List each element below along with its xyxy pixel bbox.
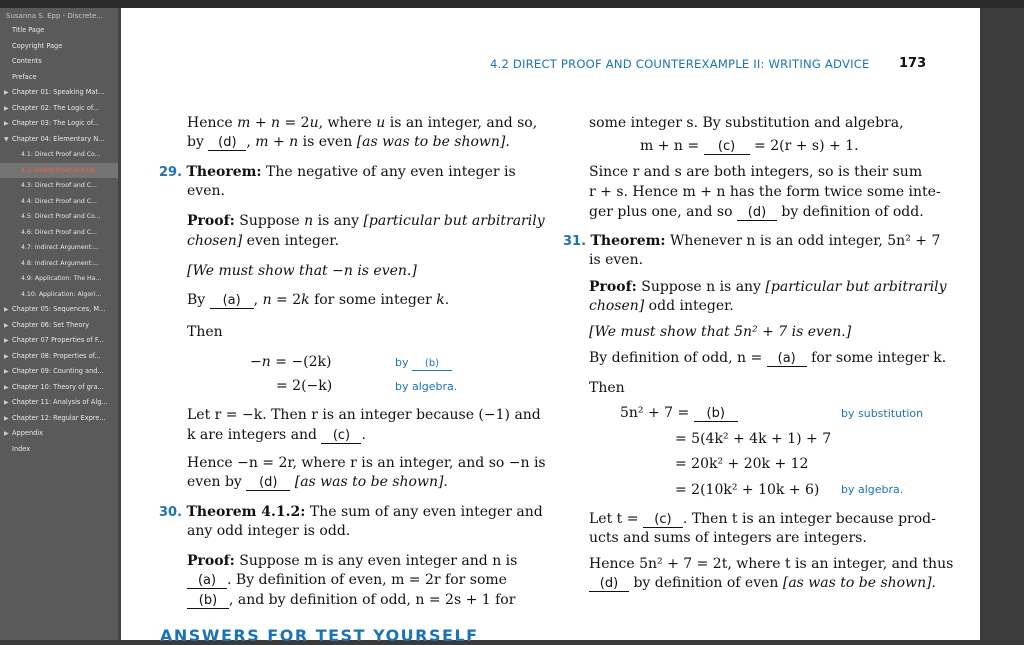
- toc-item-label: Index: [12, 444, 31, 453]
- disclosure-collapsed-icon[interactable]: ▶: [4, 368, 9, 375]
- disclosure-collapsed-icon[interactable]: ▶: [4, 120, 9, 127]
- toc-item[interactable]: [0, 318, 121, 334]
- toc-item[interactable]: [0, 271, 121, 287]
- disclosure-expanded-icon[interactable]: ▼: [4, 135, 9, 143]
- exercise-30-statement: 30. Theorem 4.1.2: The sum of any even integer and: [159, 504, 543, 520]
- toc-item[interactable]: [0, 256, 121, 272]
- toc-item[interactable]: [0, 163, 121, 179]
- disclosure-collapsed-icon[interactable]: ▶: [4, 383, 9, 391]
- blank-b: (b): [412, 358, 452, 371]
- text-line: is even.: [589, 252, 644, 268]
- equation-line: = 5(4k² + 4k + 1) + 7: [675, 431, 832, 447]
- toc-item[interactable]: [0, 287, 121, 303]
- text-line: any odd integer is odd.: [187, 523, 351, 539]
- text-line: by (d) , m + n is even [as was to be shown].: [187, 134, 510, 150]
- blank-a: (a): [767, 352, 807, 367]
- toc-item[interactable]: [0, 101, 121, 117]
- toc-item[interactable]: [0, 442, 121, 458]
- text-line: even.: [187, 183, 225, 199]
- equation-justification: by algebra.: [841, 483, 904, 496]
- disclosure-collapsed-icon[interactable]: ▶: [4, 399, 9, 406]
- toc-item-label: Chapter 07 Properties of F...: [12, 336, 104, 344]
- blank-a: (a): [210, 294, 254, 309]
- text-line: Hence m + n = 2u, where u is an integer, and so,: [187, 115, 538, 131]
- section-heading-answers: ANSWERS FOR TEST YOURSELF: [160, 626, 479, 645]
- equation-line: = 2(−k): [276, 378, 333, 394]
- toc-item[interactable]: [0, 333, 121, 349]
- text-line: (a) . By definition of even, m = 2r for some: [187, 571, 507, 589]
- toc-item[interactable]: [0, 85, 121, 101]
- toc-item[interactable]: [0, 349, 121, 365]
- toc-item[interactable]: [0, 70, 121, 86]
- disclosure-collapsed-icon[interactable]: ▶: [4, 104, 9, 112]
- disclosure-collapsed-icon[interactable]: ▶: [4, 430, 9, 437]
- disclosure-collapsed-icon[interactable]: ▶: [4, 337, 9, 344]
- text-line: Proof: Suppose n is any [particular but arbitrarily: [187, 213, 545, 229]
- text-line: Then: [589, 380, 625, 396]
- running-head: 4.2 DIRECT PROOF AND COUNTEREXAMPLE II: WRITING ADVICE: [490, 57, 870, 71]
- equation-line: = 2(10k² + 10k + 6): [675, 482, 820, 498]
- toc-item-label: 4.9: Application: The Ha...: [21, 275, 102, 282]
- toc-item-label: Chapter 08: Properties of...: [12, 351, 101, 360]
- equation-line: = 20k² + 20k + 12: [675, 456, 809, 472]
- text-line: k are integers and (c) .: [187, 427, 366, 443]
- toc-item-label: 4.5: Direct Proof and Co...: [21, 213, 101, 220]
- text-line: Let t = (c) . Then t is an integer because prod-: [589, 511, 936, 527]
- toc-item[interactable]: [0, 209, 121, 225]
- toc-item[interactable]: [0, 132, 121, 148]
- text-line: chosen] even integer.: [187, 233, 339, 249]
- toc-item[interactable]: [0, 240, 121, 256]
- disclosure-collapsed-icon[interactable]: ▶: [4, 352, 9, 360]
- text-line: even by (d) [as was to be shown].: [187, 474, 448, 490]
- text-line: Then: [187, 324, 223, 340]
- table-of-contents-sidebar: [0, 8, 121, 640]
- blank-b: (b): [694, 407, 738, 422]
- toc-item[interactable]: [0, 23, 121, 39]
- blank-c: (c): [321, 429, 361, 444]
- equation-line: −n = −(2k): [250, 354, 332, 370]
- page-number: 173: [899, 56, 927, 71]
- toc-item[interactable]: [0, 302, 121, 318]
- text-line: (b) , and by definition of odd, n = 2s + 1 for: [187, 591, 515, 609]
- toc-item[interactable]: [0, 411, 121, 427]
- equation-justification: by algebra.: [395, 380, 458, 393]
- toc-item[interactable]: [0, 225, 121, 241]
- text-line: r + s. Hence m + n has the form twice some inte-: [589, 184, 941, 200]
- blank-b: (b): [187, 594, 229, 609]
- text-line: chosen] odd integer.: [589, 298, 734, 314]
- text-line: By (a) , n = 2k for some integer k.: [187, 292, 450, 308]
- toc-item[interactable]: [0, 380, 121, 396]
- exercise-number: 31.: [563, 234, 587, 249]
- toc-item-label: Chapter 12: Regular Expre...: [12, 413, 106, 422]
- toc-item[interactable]: [0, 54, 121, 70]
- toc-item-label: 4.6: Direct Proof and C...: [21, 228, 97, 236]
- toc-item-label: 4.7: Indirect Argument:...: [21, 244, 99, 251]
- toc-list: [0, 23, 121, 457]
- blank-d: (d): [246, 476, 290, 491]
- disclosure-collapsed-icon[interactable]: ▶: [4, 321, 9, 329]
- toc-item-label: 4.2: Direct Proof and Co...: [21, 166, 101, 174]
- blank-d: (d): [208, 136, 246, 151]
- toc-item-label: Chapter 06: Set Theory: [12, 320, 90, 329]
- toc-item-label: Chapter 09: Counting and...: [12, 367, 104, 375]
- toc-item-label: Chapter 05: Sequences, M...: [12, 305, 106, 313]
- right-margin-background: [980, 8, 1024, 640]
- blank-c: (c): [643, 513, 683, 528]
- toc-item-label: Chapter 01: Speaking Mat...: [12, 88, 105, 96]
- disclosure-collapsed-icon[interactable]: ▶: [4, 89, 9, 96]
- disclosure-collapsed-icon[interactable]: ▶: [4, 306, 9, 313]
- equation-line: m + n = (c) = 2(r + s) + 1.: [640, 138, 859, 154]
- exercise-31-statement: 31. Theorem: Whenever n is an odd integer, 5n² + 7: [563, 233, 941, 249]
- blank-d: (d): [737, 206, 777, 221]
- text-line: Proof: Suppose m is any even integer and n is: [187, 553, 518, 569]
- equation-justification: by (b): [395, 356, 452, 371]
- toc-item-label: 4.10: Application: Algori...: [21, 290, 102, 298]
- text-line: Hence 5n² + 7 = 2t, where t is an integer, and thus: [589, 556, 954, 572]
- toc-item-label: Appendix: [12, 429, 44, 437]
- exercise-number: 29.: [159, 165, 183, 180]
- text-line: Hence −n = 2r, where r is an integer, and so −n is: [187, 455, 546, 471]
- disclosure-collapsed-icon[interactable]: ▶: [4, 414, 9, 422]
- equation-line: 5n² + 7 = (b): [620, 404, 738, 422]
- text-line: Proof: Suppose n is any [particular but arbitrarily: [589, 279, 947, 295]
- toc-item-label: Chapter 10: Theory of gra...: [12, 382, 104, 391]
- toc-item[interactable]: [0, 147, 121, 163]
- toc-item-label: 4.4: Direct Proof and C...: [21, 197, 97, 205]
- toc-item-label: Chapter 03: The Logic of...: [12, 119, 100, 127]
- blank-c: (c): [704, 140, 750, 155]
- exercise-29-statement: 29. Theorem: The negative of any even integer is: [159, 164, 516, 180]
- text-line: (d) by definition of even [as was to be shown].: [589, 574, 936, 592]
- blank-d: (d): [589, 577, 629, 592]
- toc-item[interactable]: [0, 364, 121, 380]
- toc-item[interactable]: [0, 194, 121, 210]
- toc-item-label: Preface: [12, 72, 37, 81]
- toc-item-label: Contents: [12, 57, 42, 65]
- toc-item-label: Copyright Page: [12, 41, 63, 50]
- toc-item-label: Chapter 11: Analysis of Alg...: [12, 398, 108, 406]
- toc-item[interactable]: [0, 39, 121, 55]
- toc-item[interactable]: [0, 395, 121, 411]
- blank-a: (a): [187, 574, 227, 589]
- toc-item[interactable]: [0, 116, 121, 132]
- toc-item-label: 4.3: Direct Proof and C...: [21, 182, 97, 189]
- text-line: [We must show that 5n² + 7 is even.]: [589, 324, 852, 340]
- toc-item[interactable]: [0, 426, 121, 442]
- equation-justification: by substitution: [841, 407, 924, 420]
- window-top-bar: [0, 0, 1024, 8]
- text-line: [We must show that −n is even.]: [187, 263, 417, 279]
- toc-item[interactable]: [0, 178, 121, 194]
- text-line: By definition of odd, n = (a) for some integer k.: [589, 350, 947, 366]
- toc-item-label: Chapter 02: The Logic of...: [12, 103, 100, 112]
- text-line: some integer s. By substitution and algebra,: [589, 115, 904, 131]
- text-line: Since r and s are both integers, so is their sum: [589, 164, 923, 180]
- text-line: ucts and sums of integers are integers.: [589, 530, 867, 546]
- toc-item-label: 4.1: Direct Proof and Co...: [21, 151, 101, 158]
- toc-item-label: Chapter 04: Elementary N...: [12, 134, 105, 143]
- book-title: Susanna S. Epp - Discrete...: [6, 12, 103, 20]
- text-line: ger plus one, and so (d) by definition of odd.: [589, 204, 924, 220]
- text-line: Let r = −k. Then r is an integer because (−1) and: [187, 407, 541, 423]
- exercise-number: 30.: [159, 505, 183, 520]
- toc-item-label: 4.8: Indirect Argument:...: [21, 259, 99, 267]
- toc-item-label: Title Page: [12, 26, 45, 34]
